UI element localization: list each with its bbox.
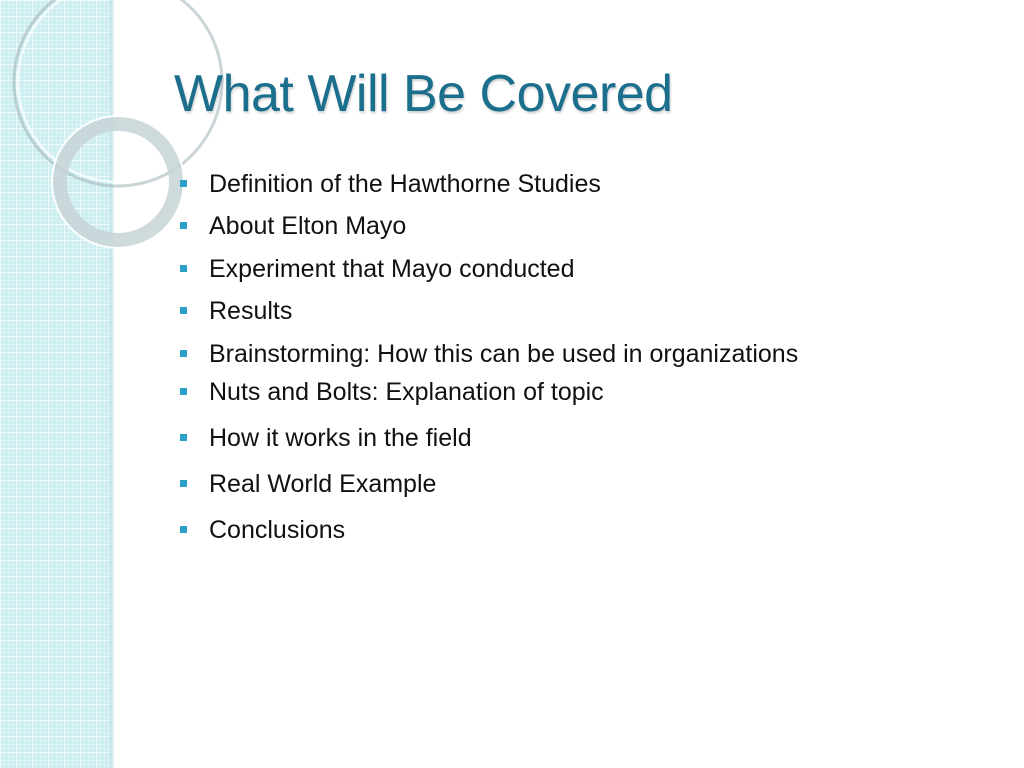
bullet-item bbox=[180, 291, 292, 331]
bullet-item bbox=[180, 249, 574, 289]
bullet-item bbox=[180, 206, 406, 246]
bullet-item bbox=[180, 510, 345, 550]
square-bullet-icon bbox=[180, 480, 187, 487]
square-bullet-icon bbox=[180, 265, 187, 272]
slide-title: What Will Be Covered bbox=[174, 65, 673, 123]
square-bullet-icon bbox=[180, 222, 187, 229]
bullet-text: Results bbox=[209, 297, 293, 325]
square-bullet-icon bbox=[180, 388, 187, 395]
bullet-text: Conclusions bbox=[209, 516, 346, 544]
square-bullet-icon bbox=[180, 180, 187, 187]
square-bullet-icon bbox=[180, 350, 187, 357]
bullet-text: Brainstorming: How this can be used in organizations bbox=[209, 340, 799, 368]
square-bullet-icon bbox=[180, 526, 187, 533]
square-bullet-icon bbox=[180, 434, 187, 441]
bullet-item bbox=[180, 164, 601, 204]
bullet-item bbox=[180, 372, 604, 412]
bullet-text: Real World Example bbox=[209, 470, 437, 498]
bullet-item bbox=[180, 334, 798, 374]
bullet-item bbox=[180, 464, 436, 504]
bullet-text: Nuts and Bolts: Explanation of topic bbox=[209, 378, 604, 406]
bullet-text: About Elton Mayo bbox=[209, 212, 407, 240]
bullet-item bbox=[180, 418, 472, 458]
bullet-text: How it works in the field bbox=[209, 424, 472, 452]
bullet-text: Experiment that Mayo conducted bbox=[209, 255, 575, 283]
decorative-rings-icon bbox=[0, 0, 120, 260]
bullet-text: Definition of the Hawthorne Studies bbox=[209, 170, 601, 198]
square-bullet-icon bbox=[180, 307, 187, 314]
